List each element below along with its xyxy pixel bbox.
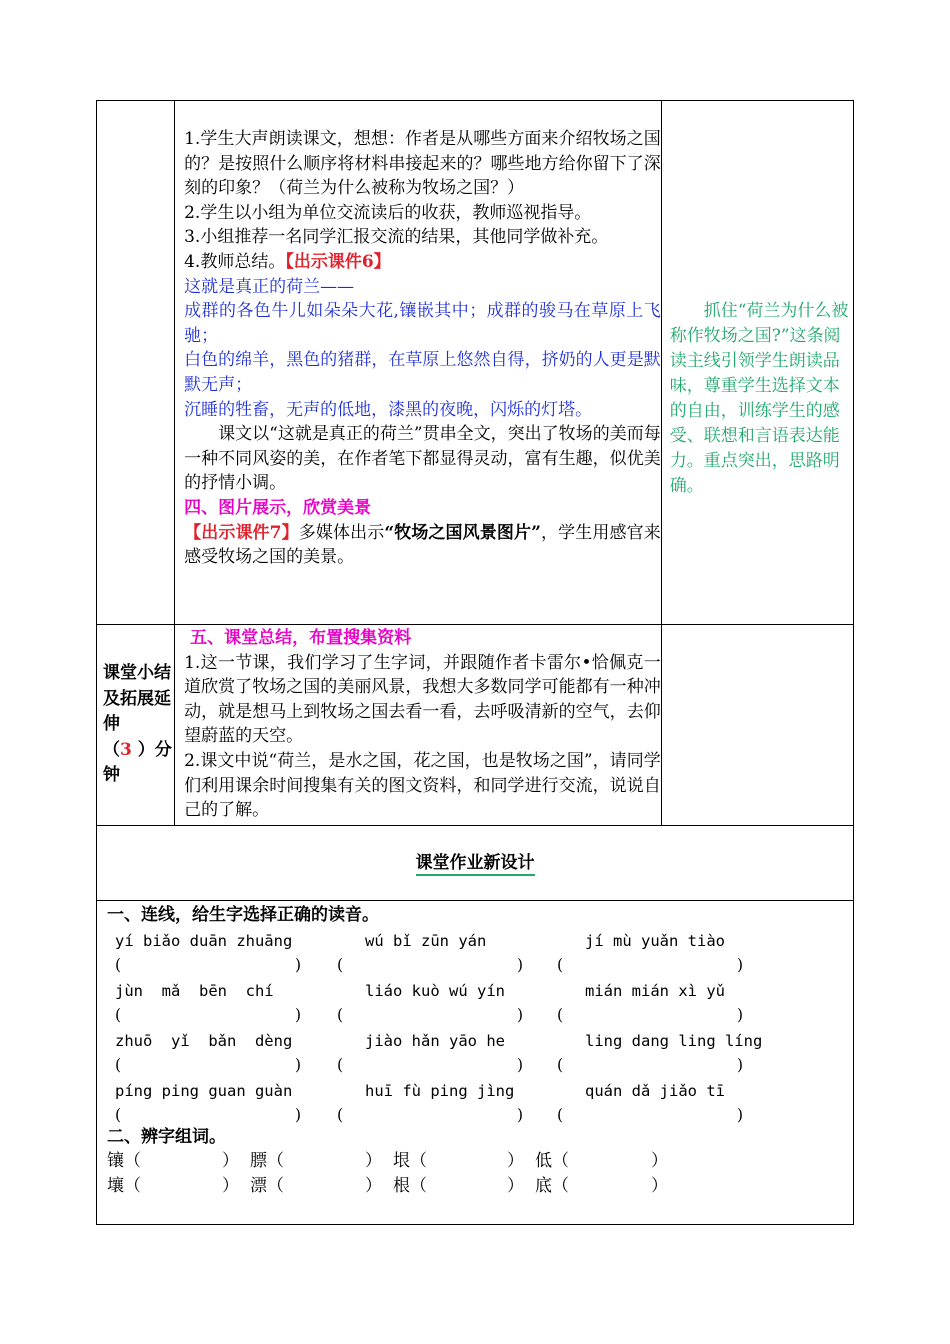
courseware-7-tag: 【出示课件7】 (184, 522, 299, 543)
char-blank-close: ） (507, 1176, 524, 1196)
char-prompt: 垠（ (393, 1151, 427, 1171)
answer-paren-close: ) (295, 1006, 302, 1024)
answer-paren-close: ) (517, 956, 524, 974)
pinyin-item: jùn mǎ bēn chí (115, 982, 274, 1000)
homework-cell (97, 901, 854, 1225)
step-4-text: 4.教师总结。 (184, 251, 286, 272)
label-paren-open: （ (103, 739, 120, 760)
quote-line-3: 白色的绵羊，黑色的猪群，在草原上悠然自得，挤奶的人更是默默无声； (184, 350, 661, 395)
answer-paren-close: ) (295, 956, 302, 974)
char-group-grid (107, 1149, 853, 1209)
answer-paren-close: ) (737, 1006, 744, 1024)
pinyin-item: huī fù ping jìng (365, 1082, 515, 1100)
media-pre: 多媒体出示 (298, 522, 385, 543)
minutes-value: 3 (120, 739, 132, 760)
row2-label-cell (97, 625, 175, 826)
char-blank-close: ） (651, 1151, 668, 1171)
pinyin-item: zhuō yǐ bǎn dèng (115, 1032, 293, 1050)
pinyin-item: ling dang ling líng (585, 1032, 763, 1050)
step-2: 2.学生以小组为单位交流读后的收获，教师巡视指导。 (184, 202, 592, 223)
section-4-heading: 四、图片展示，欣赏美景 (184, 497, 372, 518)
step-3: 3.小组推荐一名同学汇报交流的结果，其他同学做补充。 (184, 227, 609, 248)
answer-paren-close: ) (517, 1006, 524, 1024)
label-paren-close: ）分钟 (103, 739, 172, 785)
char-prompt: 镶（ (107, 1151, 141, 1171)
lesson-plan-page (96, 100, 854, 1223)
media-title: “牧场之国风景图片” (384, 522, 541, 543)
answer-paren-open: ( (115, 1056, 122, 1074)
row2-content-cell (175, 625, 662, 826)
pinyin-item: jiào hǎn yāo he (365, 1032, 505, 1050)
char-blank-close: ） (651, 1176, 668, 1196)
char-prompt: 根（ (393, 1176, 427, 1196)
answer-paren-close: ) (295, 1056, 302, 1074)
section-5-heading: 五、课堂总结，布置搜集资料 (190, 628, 412, 648)
answer-paren-close: ) (737, 1106, 744, 1124)
row2-note-cell (661, 625, 853, 826)
answer-paren-close: ) (517, 1056, 524, 1074)
label-text: 课堂小结及拓展延伸 (103, 663, 171, 734)
pinyin-item: liáo kuò wú yín (365, 982, 505, 1000)
answer-paren-close: ) (737, 1056, 744, 1074)
answer-paren-close: ) (517, 1106, 524, 1124)
answer-paren-open: ( (115, 956, 122, 974)
answer-paren-open: ( (115, 1106, 122, 1124)
quote-line-2: 成群的各色牛儿如朵朵大花,镶嵌其中；成群的骏马在草原上飞驰； (184, 301, 661, 346)
step-4 (184, 250, 661, 275)
closing-paragraph-1: 1.这一节课，我们学习了生字词，并跟随作者卡雷尔•恰佩克一道欣赏了牧场之国的美丽风景，我想大多数同学可能都有一种冲动，就是想马上到牧场之国去看一看，去呼吸清新的空气，去仰望蔚蓝的天空。 (184, 652, 661, 747)
pinyin-item: mián mián xì yǔ (585, 982, 725, 1000)
row1-content-cell (175, 101, 662, 625)
char-prompt: 漂（ (250, 1176, 284, 1196)
answer-paren-open: ( (337, 1106, 344, 1124)
answer-paren-open: ( (115, 1006, 122, 1024)
char-blank-close: ） (507, 1151, 524, 1171)
char-prompt: 壤（ (107, 1176, 141, 1196)
answer-paren-open: ( (557, 1106, 564, 1124)
answer-paren-close: ) (295, 1106, 302, 1124)
summary-paragraph: 课文以“这就是真正的荷兰”贯串全文，突出了牧场的美而每一种不同风姿的美，在作者笔下都显得灵动，富有生趣，似优美的抒情小调。 (184, 424, 661, 494)
closing-paragraph-2: 2.课文中说“荷兰，是水之国，花之国，也是牧场之国”，请同学们利用课余时间搜集有关的图文资料，和同学进行交流，说说自己的了解。 (184, 750, 661, 821)
row1-label-cell (97, 101, 175, 625)
pinyin-item: quán dǎ jiǎo tī (585, 1082, 725, 1100)
answer-paren-open: ( (337, 1056, 344, 1074)
media-post: ，学生用感官来感受牧场之国的美景。 (184, 522, 661, 568)
pinyin-grid (107, 927, 853, 1127)
step-1: 1.学生大声朗读课文，想想：作者是从哪些方面来介绍牧场之国的？是按照什么顺序将材料串接起来的？哪些地方给你留下了深刻的印象？（荷兰为什么被称为牧场之国？） (184, 129, 661, 199)
question-1: 一、连线，给生字选择正确的读音。 (107, 905, 379, 925)
design-note: 抓住“荷兰为什么被称作牧场之国?”这条阅读主线引领学生朗读品味，尊重学生选择文本的自由，训练学生的感受、联想和言语表达能力。重点突出，思路明确。 (669, 301, 849, 496)
char-prompt: 膘（ (250, 1151, 284, 1171)
pinyin-item: wú bǐ zūn yán (365, 932, 487, 950)
homework-title: 课堂作业新设计 (416, 853, 535, 876)
pinyin-item: píng ping guan guàn (115, 1082, 293, 1100)
quote-line-4: 沉睡的牲畜，无声的低地，漆黑的夜晚，闪烁的灯塔。 (184, 399, 593, 420)
lesson-table (96, 100, 854, 1225)
question-2: 二、辨字组词。 (107, 1127, 226, 1147)
media-paragraph (184, 521, 661, 570)
char-blank-close: ） (222, 1176, 239, 1196)
answer-paren-open: ( (337, 1006, 344, 1024)
char-blank-close: ） (222, 1151, 239, 1171)
answer-paren-close: ) (737, 956, 744, 974)
row1-note-cell (661, 101, 853, 625)
char-prompt: 低（ (535, 1151, 569, 1171)
homework-title-cell (97, 826, 854, 901)
char-blank-close: ） (365, 1151, 382, 1171)
answer-paren-open: ( (557, 1056, 564, 1074)
pinyin-item: yí biǎo duān zhuāng (115, 932, 293, 950)
pinyin-item: jí mù yuǎn tiào (585, 932, 725, 950)
answer-paren-open: ( (557, 956, 564, 974)
answer-paren-open: ( (337, 956, 344, 974)
courseware-6-tag: 【出示课件6】 (285, 251, 391, 272)
answer-paren-open: ( (557, 1006, 564, 1024)
quote-line-1: 这就是真正的荷兰—— (184, 276, 355, 297)
char-prompt: 底（ (535, 1176, 569, 1196)
char-blank-close: ） (365, 1176, 382, 1196)
section-time-label (97, 625, 174, 789)
